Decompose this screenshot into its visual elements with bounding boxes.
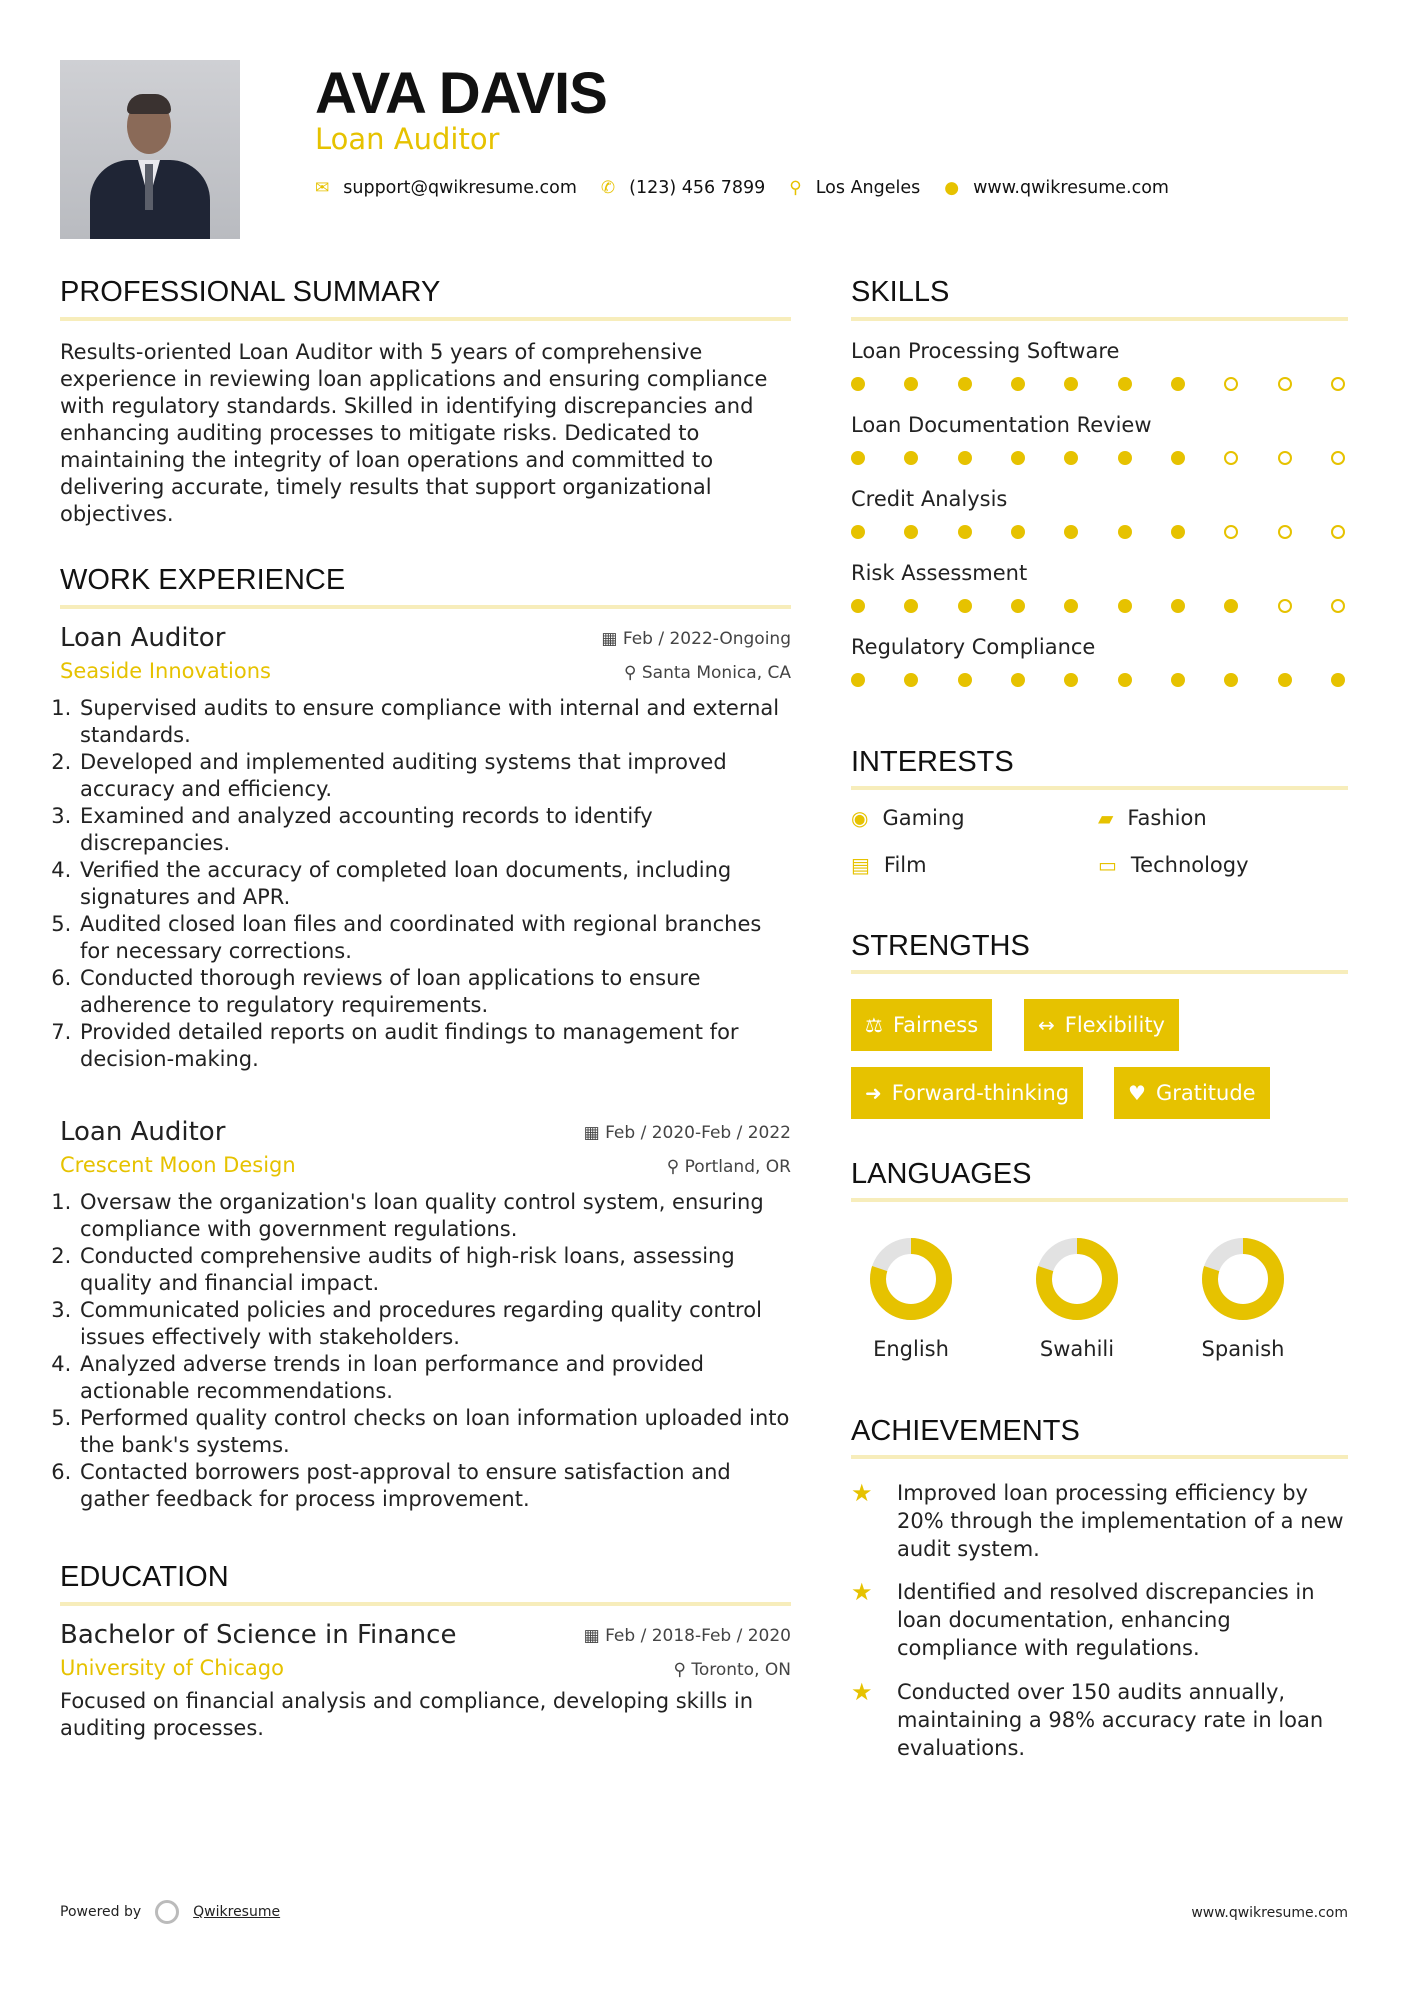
list-item: 7. Provided detailed reports on audit findings to management for decision-making. [78,1019,791,1073]
pin-icon: ⚲ [624,663,642,683]
degree-title: Bachelor of Science in Finance [60,1620,457,1650]
gamepad-icon: ◉ [851,806,869,830]
experience-heading: WORK EXPERIENCE [60,564,346,596]
section-divider [851,786,1348,790]
list-item: 2. Developed and implemented auditing systems that improved accuracy and efficiency. [78,749,791,803]
strength-tag: ➜ Forward-thinking [851,1067,1083,1119]
skill-name: Credit Analysis [851,487,1008,511]
job-company: Crescent Moon Design [60,1153,296,1177]
skill-item [851,487,1348,539]
contact-email[interactable]: support@qwikresume.com [343,178,577,198]
laptop-icon: ▭ [1098,853,1117,877]
job-duties-list [60,695,791,1073]
skill-dot [1118,451,1132,465]
language-name: Swahili [1039,1337,1115,1361]
skill-rating [851,377,1345,391]
footer-powered-by [60,1900,280,1924]
skill-dot [851,525,865,539]
skill-dot [1118,525,1132,539]
list-item: 6. Contacted borrowers post-approval to ensure satisfaction and gather feedback for process improvement. [78,1459,791,1513]
achievement-item: ★ Identified and resolved discrepancies in loan documentation, enhancing compliance with regulations. [851,1578,1315,1660]
skill-dot [1331,525,1345,539]
section-divider [851,1198,1348,1202]
skill-dot [1278,599,1292,613]
candidate-name: AVA DAVIS [315,61,607,126]
skill-dot [904,599,918,613]
skill-dot [1278,451,1292,465]
skill-dot [1171,377,1185,391]
contact-phone[interactable]: (123) 456 7899 [629,178,766,198]
skill-dot [1011,599,1025,613]
skill-dot [1331,599,1345,613]
interest-item: ▤ Film [851,853,927,877]
footer-site[interactable]: www.qwikresume.com [1191,1905,1348,1921]
skill-dot [1064,525,1078,539]
skill-rating [851,673,1345,687]
skill-dot [851,599,865,613]
school-name: University of Chicago [60,1656,284,1680]
strength-tag: ↔ Flexibility [1024,999,1179,1051]
section-divider [851,970,1348,974]
skill-dot [1011,525,1025,539]
language-item [851,1234,971,1361]
summary-text: Results-oriented Loan Auditor with 5 years of comprehensive experience in reviewing loan applications and ensuring compliance with regulatory standards. Skilled in identifying discrepancies and enhancing auditing processes to mitigate risks. Dedicated to maintaining the integrity of loan operations and committed to delivering accurate, timely results that support organizational objectives. [60,340,768,526]
skill-name: Loan Processing Software [851,339,1120,363]
arrow-right-icon: ➜ [865,1081,882,1105]
education-description: Focused on financial analysis and compliance, developing skills in auditing processes. [60,1689,754,1740]
job-company: Seaside Innovations [60,659,271,683]
powered-by-label: Powered by [60,1904,142,1920]
skill-dot [1011,673,1025,687]
skill-dot [851,377,865,391]
list-item: 4. Verified the accuracy of completed loan documents, including signatures and APR. [78,857,791,911]
calendar-icon: ▦ [583,1626,606,1646]
heart-icon: ♥ [1128,1081,1146,1105]
skill-dot [1278,525,1292,539]
skill-dot [1171,451,1185,465]
languages-heading: LANGUAGES [851,1158,1032,1190]
language-donut [866,1234,956,1324]
job-entry [60,623,791,1103]
list-item: 1. Oversaw the organization's loan quality control system, ensuring compliance with government regulations. [78,1189,791,1243]
location-pin-icon: ⚲ [789,178,802,198]
section-divider [851,1455,1348,1459]
star-icon: ★ [851,1678,873,1706]
summary-heading: PROFESSIONAL SUMMARY [60,276,441,308]
job-title: Loan Auditor [60,623,226,653]
skill-dot [1064,673,1078,687]
pin-icon: ⚲ [673,1660,692,1680]
skill-name: Risk Assessment [851,561,1028,585]
skill-item [851,561,1348,613]
achievement-item: ★ Improved loan processing efficiency by 20% through the implementation of a new audit system. [851,1479,1344,1561]
shopping-bag-icon: ▰ [1098,806,1114,830]
section-divider [60,1602,791,1606]
interest-item: ▰ Fashion [1098,806,1207,830]
language-name: Spanish [1201,1337,1285,1361]
star-icon: ★ [851,1479,873,1507]
skill-dot [904,451,918,465]
skill-item [851,339,1348,391]
skill-dot [1064,451,1078,465]
film-icon: ▤ [851,853,870,877]
skill-dot [904,673,918,687]
skill-dot [958,525,972,539]
achievements-heading: ACHIEVEMENTS [851,1415,1080,1447]
arrows-horizontal-icon: ↔ [1038,1013,1055,1037]
skill-dot [904,377,918,391]
skill-item [851,413,1348,465]
skills-heading: SKILLS [851,276,950,308]
strengths-heading: STRENGTHS [851,930,1030,962]
job-entry [60,1117,791,1557]
email-icon: ✉ [315,178,330,198]
skill-dot [1011,377,1025,391]
skill-dot [958,599,972,613]
skill-dot [1011,451,1025,465]
skill-dot [1224,525,1238,539]
job-title: Loan Auditor [60,1117,226,1147]
interest-item: ◉ Gaming [851,806,965,830]
contact-bar [315,178,1193,198]
contact-location: Los Angeles [815,178,921,198]
brand-link[interactable]: Qwikresume [193,1904,281,1920]
skill-name: Regulatory Compliance [851,635,1096,659]
language-donut [1032,1234,1122,1324]
skill-dot [1224,377,1238,391]
list-item: 6. Conducted thorough reviews of loan applications to ensure adherence to regulatory requirements. [78,965,791,1019]
phone-icon: ✆ [600,178,616,198]
skill-rating [851,599,1345,613]
skill-dot [1171,599,1185,613]
pin-icon: ⚲ [666,1157,685,1177]
skill-dot [1118,377,1132,391]
list-item: 2. Conducted comprehensive audits of high-risk loans, assessing quality and financial impact. [78,1243,791,1297]
interests-heading: INTERESTS [851,746,1014,778]
contact-website[interactable]: www.qwikresume.com [973,178,1169,198]
skill-dot [1171,673,1185,687]
calendar-icon: ▦ [583,1123,606,1143]
language-item [1017,1234,1137,1361]
language-donut [1198,1234,1288,1324]
job-location: ⚲ Portland, OR [666,1157,791,1177]
education-location: ⚲ Toronto, ON [673,1660,791,1680]
strength-tag: ⚖ Fairness [851,999,992,1051]
skill-dot [1331,673,1345,687]
right-column [851,276,1348,1760]
list-item: 3. Communicated policies and procedures regarding quality control issues effectively with stakeholders. [78,1297,791,1351]
skill-dot [1171,525,1185,539]
skill-dot [1224,451,1238,465]
skill-dot [1118,599,1132,613]
achievement-item: ★ Conducted over 150 audits annually, maintaining a 98% accuracy rate in loan evaluations. [851,1678,1324,1760]
job-duties-list [60,1189,791,1513]
skill-dot [958,377,972,391]
skill-rating [851,451,1345,465]
balance-scale-icon: ⚖ [865,1013,883,1037]
star-icon: ★ [851,1578,873,1606]
skill-dot [1331,451,1345,465]
strength-tag: ♥ Gratitude [1114,1067,1270,1119]
skill-dot [958,673,972,687]
skill-dot [904,525,918,539]
section-divider [60,317,791,321]
education-entry [60,1620,791,1742]
skill-dot [1064,377,1078,391]
section-divider [851,317,1348,321]
skill-name: Loan Documentation Review [851,413,1152,437]
list-item: 5. Audited closed loan files and coordinated with regional branches for necessary corrections. [78,911,791,965]
education-date: ▦ Feb / 2018-Feb / 2020 [583,1626,791,1646]
skill-dot [958,451,972,465]
skill-rating [851,525,1345,539]
globe-icon: ● [944,178,960,198]
qwikresume-logo-icon [155,1900,179,1924]
language-name: English [873,1337,949,1361]
list-item: 4. Analyzed adverse trends in loan performance and provided actionable recommendations. [78,1351,791,1405]
skills-list [851,339,1348,687]
job-location: ⚲ Santa Monica, CA [624,663,791,683]
list-item: 5. Performed quality control checks on loan information uploaded into the bank's systems. [78,1405,791,1459]
skill-item [851,635,1348,687]
skill-dot [1224,599,1238,613]
job-date: ▦ Feb / 2022-Ongoing [601,629,791,649]
skill-dot [1331,377,1345,391]
job-date: ▦ Feb / 2020-Feb / 2022 [583,1123,791,1143]
skill-dot [1064,599,1078,613]
profile-photo [60,60,240,239]
candidate-title: Loan Auditor [315,122,500,156]
skill-dot [1224,673,1238,687]
skill-dot [1118,673,1132,687]
list-item: 1. Supervised audits to ensure compliance with internal and external standards. [78,695,791,749]
skill-dot [851,451,865,465]
skill-dot [1278,673,1292,687]
left-column [60,276,791,1742]
interest-item: ▭ Technology [1098,853,1249,877]
skill-dot [1278,377,1292,391]
education-heading: EDUCATION [60,1561,229,1593]
skill-dot [851,673,865,687]
calendar-icon: ▦ [601,629,623,649]
section-divider [60,605,791,609]
language-item [1183,1234,1303,1361]
list-item: 3. Examined and analyzed accounting records to identify discrepancies. [78,803,791,857]
